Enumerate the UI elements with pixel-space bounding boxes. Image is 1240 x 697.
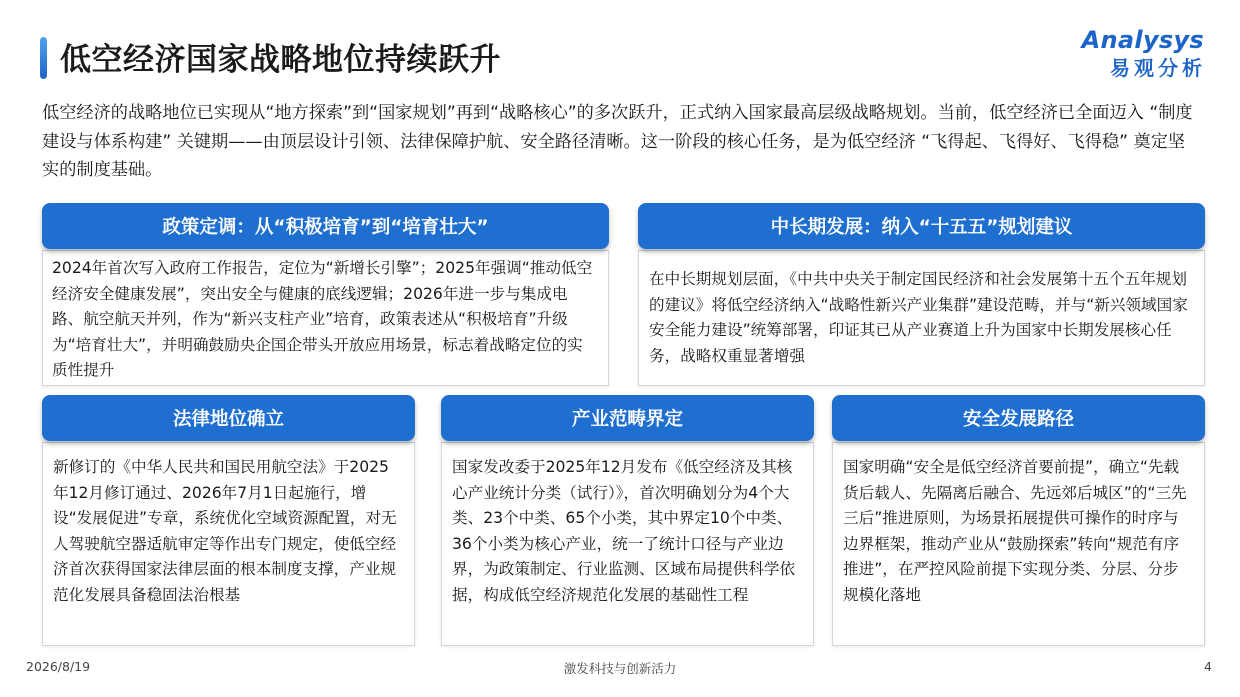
card-body-safety-path: 国家明确“安全是低空经济首要前提”，确立“先载货后载人、先隔离后融合、先远郊后城区”的“三先三后”推进原则，为场景拓展提供可操作的时序与边界框架，推动产业从“鼓励探索”转向“规范有序推进”，在严控风险前提下实现分类、分层、分步规模化落地 bbox=[832, 442, 1205, 646]
card-body-industry-scope: 国家发改委于2025年12月发布《低空经济及其核心产业统计分类（试行）》，首次明确划分为4个大类、23个中类、65个小类，其中界定10个中类、36个小类为核心产业，统一了统计口径与产业边界，为政策制定、行业监测、区域布局提供科学依据，构成低空经济规范化发展的基础性工程 bbox=[441, 442, 814, 646]
footer-date: 2026/8/19 bbox=[26, 659, 91, 674]
card-header-legal-status: 法律地位确立 bbox=[42, 395, 415, 441]
intro-paragraph: 低空经济的战略地位已实现从“地方探索”到“国家规划”再到“战略核心”的多次跃升，正式纳入国家最高层级战略规划。当前，低空经济已全面迈入 “制度建设与体系构建” 关键期——由顶层设计引领、法律保障护航、安全路径清晰。这一阶段的核心任务，是为低空经济 “飞得起、飞得好、飞得稳” 奠定坚实的制度基础。 bbox=[42, 103, 1193, 180]
card-header-safety-path: 安全发展路径 bbox=[832, 395, 1205, 441]
analysys-logo bbox=[1044, 26, 1204, 96]
card-body-policy: 2024年首次写入政府工作报告，定位为“新增长引擎”；2025年强调“推动低空经济安全健康发展”，突出安全与健康的底线逻辑；2026年进一步与集成电路、航空航天并列，作为“新兴支柱产业”培育，政策表述从“积极培育”升级为“培育壮大”，并明确鼓励央企国企带头开放应用场景，标志着战略定位的实质性提升 bbox=[42, 250, 609, 386]
logo-english-text: Analysys bbox=[1081, 26, 1204, 54]
card-body-legal-status: 新修订的《中华人民共和国民用航空法》于2025年12月修订通过、2026年7月1日起施行，增设“发展促进”专章，系统优化空域资源配置，对无人驾驶航空器适航审定等作出专门规定，使低空经济首次获得国家法律层面的根本制度支撑，产业规范化发展具备稳固法治根基 bbox=[42, 442, 415, 646]
logo-chinese-text: 易观分析 bbox=[1110, 56, 1206, 80]
title-accent-bar bbox=[40, 37, 47, 79]
footer-slogan: 激发科技与创新活力 bbox=[563, 661, 677, 676]
page-title: 低空经济国家战略地位持续跃升 bbox=[60, 42, 501, 78]
card-header-policy: 政策定调：从“积极培育”到“培育壮大” bbox=[42, 203, 609, 249]
page-number: 4 bbox=[1204, 659, 1212, 674]
card-header-midlong-term: 中长期发展：纳入“十五五”规划建议 bbox=[638, 203, 1205, 249]
card-body-midlong-term: 在中长期规划层面，《中共中央关于制定国民经济和社会发展第十五个五年规划的建议》将低空经济纳入“战略性新兴产业集群”建设范畴，并与“新兴领域国家安全能力建设”统筹部署，印证其已从产业赛道上升为国家中长期发展核心任务，战略权重显著增强 bbox=[638, 250, 1205, 386]
card-header-industry-scope: 产业范畴界定 bbox=[441, 395, 814, 441]
